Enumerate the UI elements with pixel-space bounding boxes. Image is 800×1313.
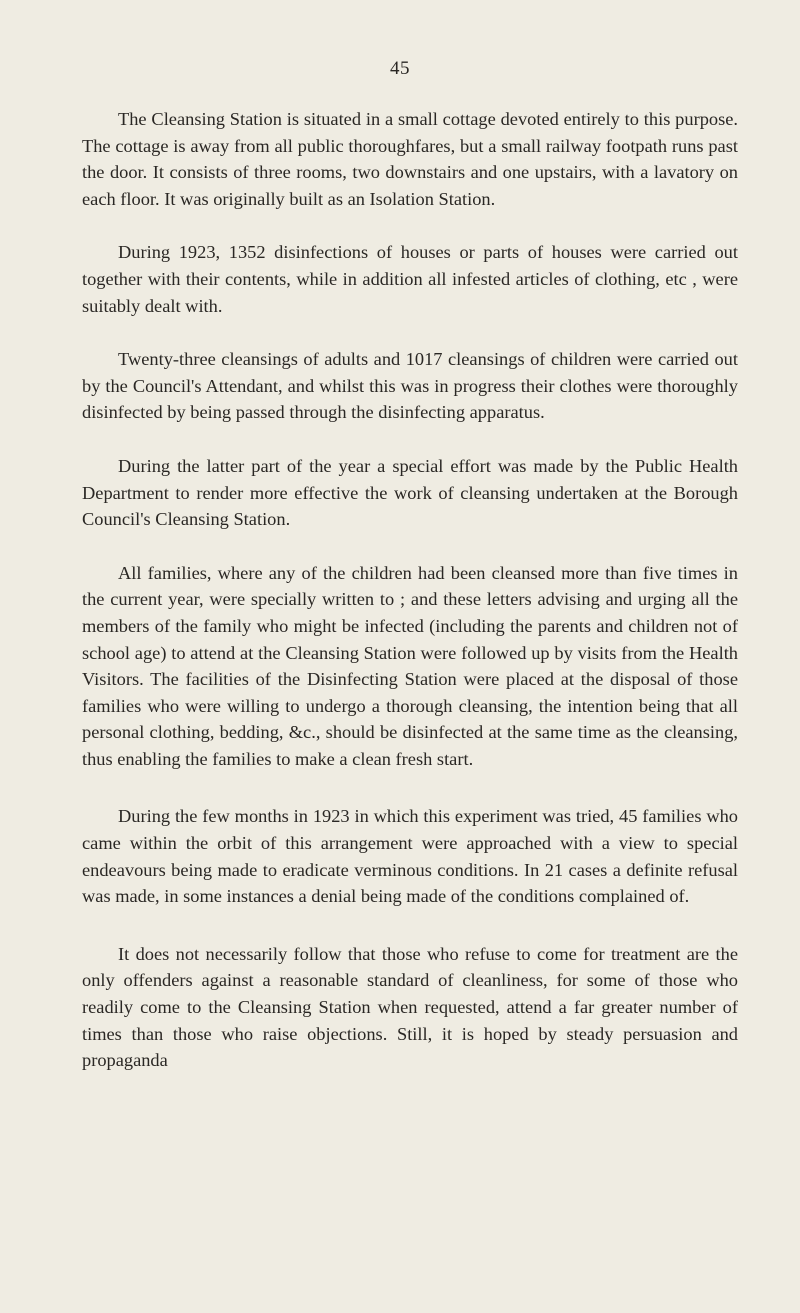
- paragraph-cleansing-station: The Cleansing Station is situated in a small cottage devoted entirely to this purpose. The cottage is away from all public thoroughfares, but a small railway footpath runs past the door. It consists of three rooms, two downstairs and one upstairs, with a lavatory on each floor. It was originally built as an Isolation Station.: [82, 109, 738, 209]
- paragraph-experiment-results: During the few months in 1923 in which this experiment was tried, 45 families who came within the orbit of this arrangement were approached with a view to special endeavours being made to eradicate verminous conditions. In 21 cases a definite refusal was made, in some instances a denial being made of the conditions complained of.: [82, 806, 738, 907]
- paragraph-families-written-to: All families, where any of the children had been cleansed more than five times in the current year, were specially written to ; and these letters advising and urging all the members of the family who might be infected (including the parents and children not of school age) to attend at the Cleansing Station were followed up by visits from the Health Visitors. The facilities of the Disinfecting Station were placed at the disposal of those families who were willing to undergo a thorough cleansing, the intention being that all personal clothing, bedding, &c., should be disinfected at the same time as the cleansing, thus enabling the families to make a clean fresh start.: [82, 562, 738, 769]
- paragraph-disinfections-1923: During 1923, 1352 disinfections of houses or parts of houses were carried out together with their contents, while in addition all infested articles of clothing, etc , were suitably dealt with.: [82, 242, 738, 316]
- paragraph-special-effort: During the latter part of the year a special effort was made by the Public Health Department to render more effective the work of cleansing undertaken at the Borough Council's Cleansing Station.: [82, 455, 738, 530]
- paragraph-refusal-note: It does not necessarily follow that those who refuse to come for treatment are the only offenders against a reasonable standard of cleanliness, for some of those who readily come to the Cleansing Station when requested, attend a far greater number of times than those who raise objections. Still, it is hoped by steady persuasion and propaganda: [82, 943, 738, 1071]
- page-number: 45: [390, 58, 410, 79]
- body-text: [82, 106, 738, 1101]
- paragraph-cleansings-count: Twenty-three cleansings of adults and 1017 cleansings of children were carried out by the Council's Attendant, and whilst this was in progress their clothes were thoroughly disinfected by being passed through the disinfecting apparatus.: [82, 349, 738, 423]
